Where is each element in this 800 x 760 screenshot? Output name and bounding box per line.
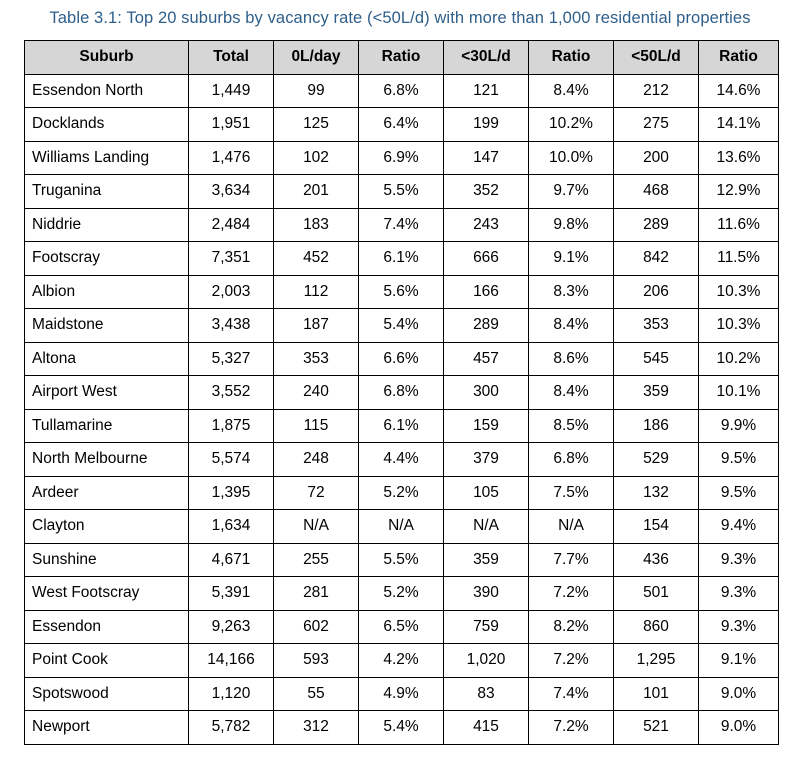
ratio-30-cell: 10.2% [529, 108, 614, 142]
ratio-30-cell: 8.4% [529, 74, 614, 108]
ratio-50-cell: 11.6% [699, 208, 779, 242]
header-total: Total [189, 41, 274, 75]
suburb-cell: Ardeer [25, 476, 189, 510]
under-50-cell: 545 [614, 342, 699, 376]
header-ratio-30: Ratio [529, 41, 614, 75]
zero-lday-cell: 312 [274, 711, 359, 745]
under-50-cell: 101 [614, 677, 699, 711]
total-cell: 14,166 [189, 644, 274, 678]
total-cell: 1,120 [189, 677, 274, 711]
table-row [25, 309, 779, 343]
total-cell: 5,327 [189, 342, 274, 376]
suburb-cell: Niddrie [25, 208, 189, 242]
total-cell: 1,476 [189, 141, 274, 175]
ratio-zero-cell: 5.2% [359, 476, 444, 510]
ratio-50-cell: 10.1% [699, 376, 779, 410]
total-cell: 3,634 [189, 175, 274, 209]
under-30-cell: 457 [444, 342, 529, 376]
table-header-row [25, 41, 779, 75]
ratio-zero-cell: 5.6% [359, 275, 444, 309]
zero-lday-cell: 125 [274, 108, 359, 142]
ratio-zero-cell: 7.4% [359, 208, 444, 242]
total-cell: 9,263 [189, 610, 274, 644]
suburb-cell: Tullamarine [25, 409, 189, 443]
table-row [25, 141, 779, 175]
ratio-zero-cell: 6.8% [359, 376, 444, 410]
ratio-30-cell: 7.2% [529, 644, 614, 678]
ratio-30-cell: 8.3% [529, 275, 614, 309]
ratio-zero-cell: 6.9% [359, 141, 444, 175]
total-cell: 1,449 [189, 74, 274, 108]
table-row [25, 677, 779, 711]
zero-lday-cell: 99 [274, 74, 359, 108]
table-row [25, 275, 779, 309]
ratio-50-cell: 9.0% [699, 677, 779, 711]
under-50-cell: 1,295 [614, 644, 699, 678]
total-cell: 1,395 [189, 476, 274, 510]
ratio-zero-cell: 4.4% [359, 443, 444, 477]
suburb-cell: North Melbourne [25, 443, 189, 477]
suburb-cell: Truganina [25, 175, 189, 209]
suburb-cell: West Footscray [25, 577, 189, 611]
suburb-cell: Essendon [25, 610, 189, 644]
ratio-zero-cell: 4.9% [359, 677, 444, 711]
ratio-zero-cell: 6.1% [359, 409, 444, 443]
table-row [25, 476, 779, 510]
zero-lday-cell: 55 [274, 677, 359, 711]
ratio-50-cell: 11.5% [699, 242, 779, 276]
ratio-30-cell: 7.4% [529, 677, 614, 711]
ratio-50-cell: 9.3% [699, 577, 779, 611]
suburb-cell: Clayton [25, 510, 189, 544]
suburb-cell: Footscray [25, 242, 189, 276]
under-30-cell: 390 [444, 577, 529, 611]
zero-lday-cell: 353 [274, 342, 359, 376]
table-row [25, 376, 779, 410]
table-row [25, 644, 779, 678]
under-30-cell: N/A [444, 510, 529, 544]
table-row [25, 342, 779, 376]
ratio-zero-cell: 4.2% [359, 644, 444, 678]
table-row [25, 208, 779, 242]
suburb-cell: Newport [25, 711, 189, 745]
total-cell: 3,552 [189, 376, 274, 410]
ratio-30-cell: 6.8% [529, 443, 614, 477]
ratio-zero-cell: N/A [359, 510, 444, 544]
ratio-50-cell: 9.5% [699, 476, 779, 510]
ratio-30-cell: 7.7% [529, 543, 614, 577]
zero-lday-cell: 602 [274, 610, 359, 644]
under-30-cell: 105 [444, 476, 529, 510]
zero-lday-cell: 255 [274, 543, 359, 577]
under-50-cell: 842 [614, 242, 699, 276]
under-50-cell: 132 [614, 476, 699, 510]
ratio-30-cell: 9.1% [529, 242, 614, 276]
table-row [25, 510, 779, 544]
header-under-50: <50L/d [614, 41, 699, 75]
under-50-cell: 529 [614, 443, 699, 477]
ratio-zero-cell: 6.5% [359, 610, 444, 644]
ratio-50-cell: 10.3% [699, 275, 779, 309]
table-row [25, 108, 779, 142]
table-row [25, 409, 779, 443]
header-zero-lday: 0L/day [274, 41, 359, 75]
table-body [25, 74, 779, 744]
under-30-cell: 83 [444, 677, 529, 711]
under-50-cell: 186 [614, 409, 699, 443]
under-30-cell: 159 [444, 409, 529, 443]
ratio-zero-cell: 5.5% [359, 543, 444, 577]
suburb-cell: Point Cook [25, 644, 189, 678]
ratio-50-cell: 9.9% [699, 409, 779, 443]
under-50-cell: 436 [614, 543, 699, 577]
ratio-zero-cell: 5.5% [359, 175, 444, 209]
zero-lday-cell: 72 [274, 476, 359, 510]
ratio-50-cell: 9.3% [699, 543, 779, 577]
suburb-cell: Maidstone [25, 309, 189, 343]
ratio-30-cell: 7.2% [529, 711, 614, 745]
header-under-30: <30L/d [444, 41, 529, 75]
zero-lday-cell: 112 [274, 275, 359, 309]
total-cell: 3,438 [189, 309, 274, 343]
suburb-cell: Essendon North [25, 74, 189, 108]
ratio-zero-cell: 5.4% [359, 711, 444, 745]
total-cell: 1,951 [189, 108, 274, 142]
zero-lday-cell: 115 [274, 409, 359, 443]
total-cell: 7,351 [189, 242, 274, 276]
under-50-cell: 154 [614, 510, 699, 544]
table-row [25, 175, 779, 209]
total-cell: 5,391 [189, 577, 274, 611]
under-50-cell: 501 [614, 577, 699, 611]
ratio-30-cell: 10.0% [529, 141, 614, 175]
ratio-zero-cell: 6.6% [359, 342, 444, 376]
ratio-50-cell: 9.5% [699, 443, 779, 477]
under-50-cell: 860 [614, 610, 699, 644]
table-caption: Table 3.1: Top 20 suburbs by vacancy rate (<50L/d) with more than 1,000 residential properties [49, 9, 751, 27]
total-cell: 2,484 [189, 208, 274, 242]
ratio-30-cell: 8.2% [529, 610, 614, 644]
under-30-cell: 121 [444, 74, 529, 108]
table-row [25, 443, 779, 477]
table-row [25, 711, 779, 745]
table-row [25, 74, 779, 108]
header-ratio-zero: Ratio [359, 41, 444, 75]
under-30-cell: 352 [444, 175, 529, 209]
zero-lday-cell: 102 [274, 141, 359, 175]
under-30-cell: 166 [444, 275, 529, 309]
ratio-zero-cell: 5.2% [359, 577, 444, 611]
under-50-cell: 521 [614, 711, 699, 745]
suburb-cell: Spotswood [25, 677, 189, 711]
table-row [25, 242, 779, 276]
under-30-cell: 289 [444, 309, 529, 343]
header-suburb: Suburb [25, 41, 189, 75]
zero-lday-cell: N/A [274, 510, 359, 544]
zero-lday-cell: 452 [274, 242, 359, 276]
zero-lday-cell: 240 [274, 376, 359, 410]
ratio-30-cell: 7.2% [529, 577, 614, 611]
zero-lday-cell: 281 [274, 577, 359, 611]
ratio-50-cell: 9.4% [699, 510, 779, 544]
under-50-cell: 359 [614, 376, 699, 410]
zero-lday-cell: 593 [274, 644, 359, 678]
table-row [25, 577, 779, 611]
ratio-30-cell: N/A [529, 510, 614, 544]
suburb-cell: Sunshine [25, 543, 189, 577]
under-30-cell: 147 [444, 141, 529, 175]
zero-lday-cell: 201 [274, 175, 359, 209]
under-30-cell: 379 [444, 443, 529, 477]
under-30-cell: 300 [444, 376, 529, 410]
under-30-cell: 359 [444, 543, 529, 577]
under-50-cell: 206 [614, 275, 699, 309]
under-30-cell: 759 [444, 610, 529, 644]
under-50-cell: 289 [614, 208, 699, 242]
under-30-cell: 243 [444, 208, 529, 242]
ratio-30-cell: 9.7% [529, 175, 614, 209]
ratio-30-cell: 8.6% [529, 342, 614, 376]
under-50-cell: 275 [614, 108, 699, 142]
total-cell: 4,671 [189, 543, 274, 577]
under-30-cell: 415 [444, 711, 529, 745]
table-row [25, 543, 779, 577]
under-30-cell: 1,020 [444, 644, 529, 678]
ratio-zero-cell: 6.4% [359, 108, 444, 142]
ratio-50-cell: 14.1% [699, 108, 779, 142]
under-30-cell: 199 [444, 108, 529, 142]
suburb-cell: Airport West [25, 376, 189, 410]
total-cell: 5,574 [189, 443, 274, 477]
ratio-50-cell: 9.3% [699, 610, 779, 644]
zero-lday-cell: 187 [274, 309, 359, 343]
zero-lday-cell: 183 [274, 208, 359, 242]
ratio-30-cell: 7.5% [529, 476, 614, 510]
ratio-30-cell: 8.4% [529, 376, 614, 410]
ratio-50-cell: 9.0% [699, 711, 779, 745]
total-cell: 1,875 [189, 409, 274, 443]
under-50-cell: 468 [614, 175, 699, 209]
table-row [25, 610, 779, 644]
suburb-cell: Albion [25, 275, 189, 309]
total-cell: 1,634 [189, 510, 274, 544]
suburb-cell: Williams Landing [25, 141, 189, 175]
ratio-50-cell: 10.2% [699, 342, 779, 376]
under-50-cell: 353 [614, 309, 699, 343]
ratio-50-cell: 13.6% [699, 141, 779, 175]
zero-lday-cell: 248 [274, 443, 359, 477]
ratio-30-cell: 9.8% [529, 208, 614, 242]
under-50-cell: 200 [614, 141, 699, 175]
ratio-30-cell: 8.5% [529, 409, 614, 443]
suburb-cell: Docklands [25, 108, 189, 142]
header-ratio-50: Ratio [699, 41, 779, 75]
ratio-50-cell: 12.9% [699, 175, 779, 209]
ratio-zero-cell: 5.4% [359, 309, 444, 343]
suburb-cell: Altona [25, 342, 189, 376]
under-50-cell: 212 [614, 74, 699, 108]
ratio-30-cell: 8.4% [529, 309, 614, 343]
under-30-cell: 666 [444, 242, 529, 276]
ratio-zero-cell: 6.1% [359, 242, 444, 276]
ratio-zero-cell: 6.8% [359, 74, 444, 108]
ratio-50-cell: 9.1% [699, 644, 779, 678]
total-cell: 2,003 [189, 275, 274, 309]
ratio-50-cell: 14.6% [699, 74, 779, 108]
vacancy-rate-table [24, 40, 779, 745]
total-cell: 5,782 [189, 711, 274, 745]
ratio-50-cell: 10.3% [699, 309, 779, 343]
